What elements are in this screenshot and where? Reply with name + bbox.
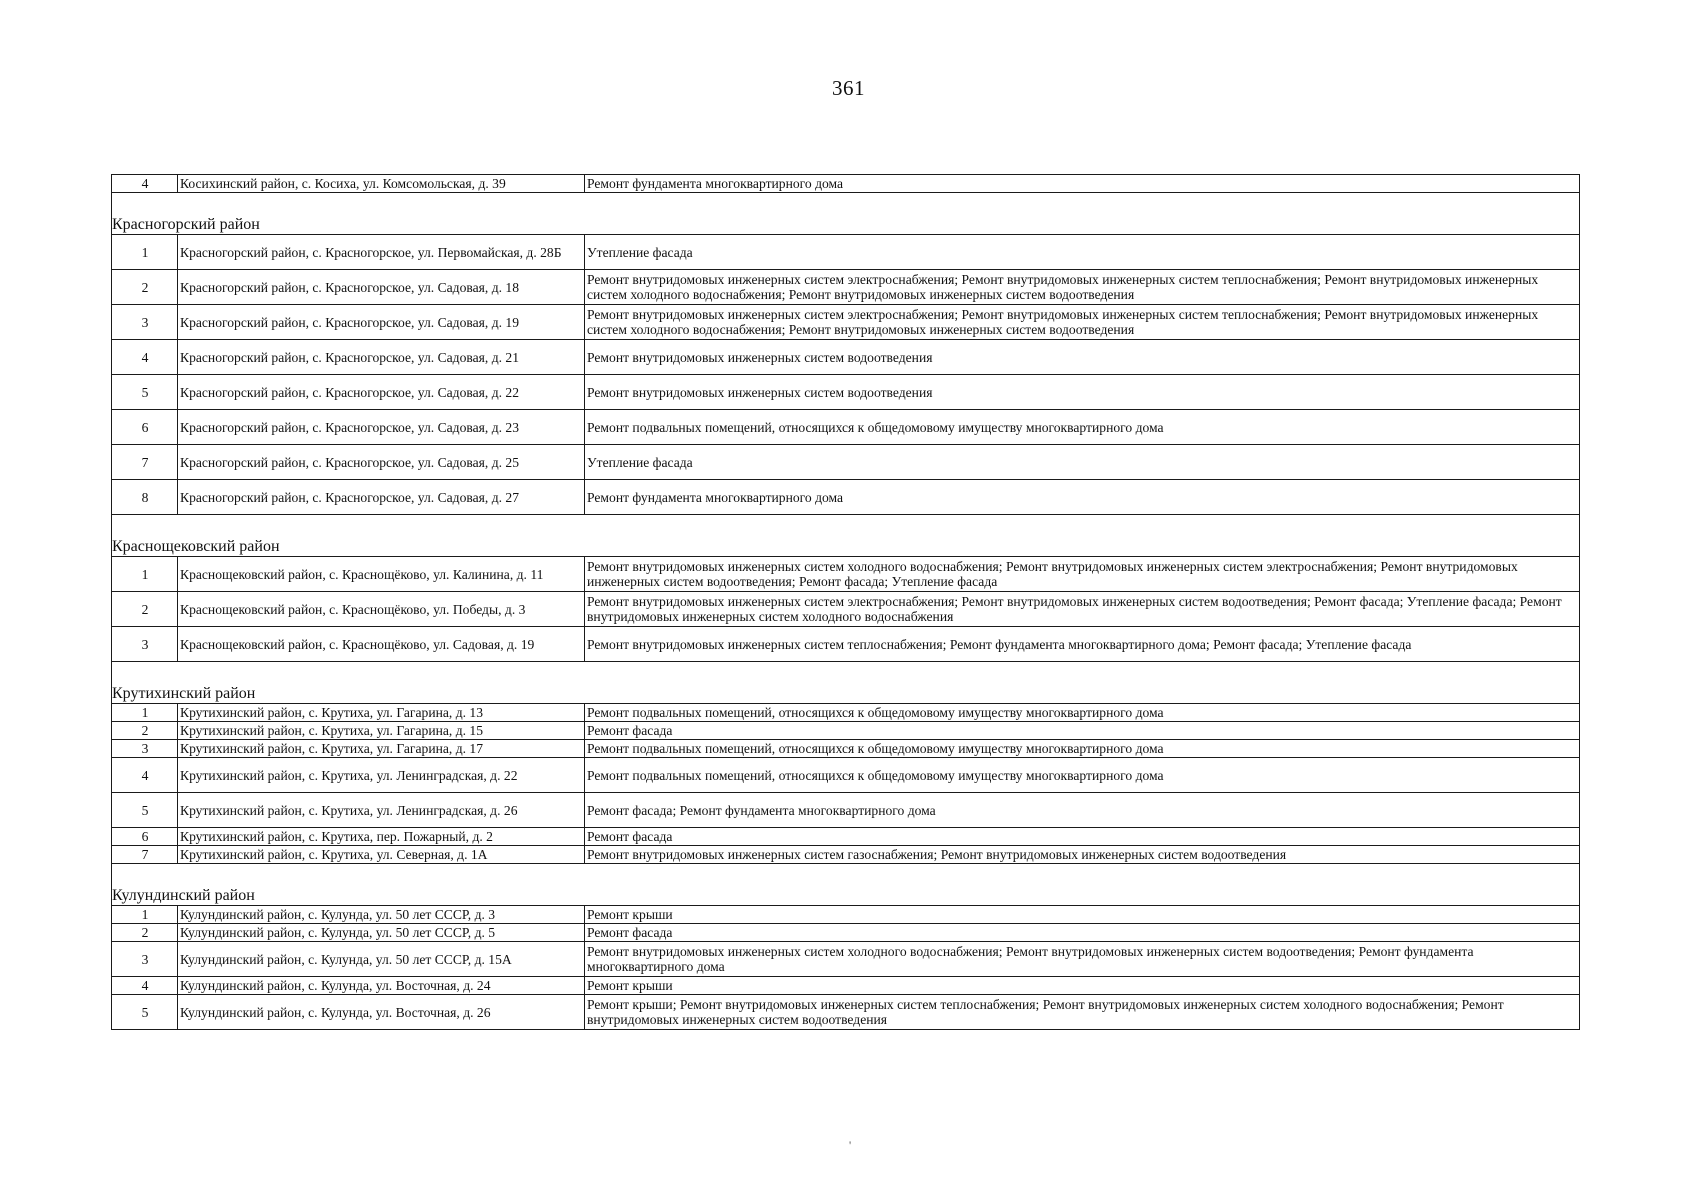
row-number: 7	[112, 445, 178, 480]
row-number: 1	[112, 906, 178, 924]
row-number: 2	[112, 924, 178, 942]
row-address: Косихинский район, с. Косиха, ул. Комсомольская, д. 39	[178, 175, 585, 193]
district-spacer	[112, 515, 1580, 538]
row-address: Красногорский район, с. Красногорское, ул. Садовая, д. 22	[178, 375, 585, 410]
district-header-row	[112, 537, 1580, 557]
row-work-type: Ремонт подвальных помещений, относящихся к общедомовому имуществу многоквартирного дома	[585, 740, 1580, 758]
row-work-type: Ремонт фасада	[585, 924, 1580, 942]
table-row	[112, 740, 1580, 758]
row-address: Кулундинский район, с. Кулунда, ул. Восточная, д. 24	[178, 977, 585, 995]
row-address: Красногорский район, с. Красногорское, ул. Первомайская, д. 28Б	[178, 235, 585, 270]
registry-table	[111, 174, 1580, 1030]
row-number: 1	[112, 557, 178, 592]
row-work-type: Ремонт фасада; Ремонт фундамента многоквартирного дома	[585, 793, 1580, 828]
row-number: 2	[112, 592, 178, 627]
table-row	[112, 828, 1580, 846]
row-address: Красногорский район, с. Красногорское, ул. Садовая, д. 21	[178, 340, 585, 375]
district-header-row	[112, 215, 1580, 235]
row-address: Крутихинский район, с. Крутиха, ул. Северная, д. 1А	[178, 846, 585, 864]
row-number: 5	[112, 995, 178, 1030]
row-number: 8	[112, 480, 178, 515]
table-row	[112, 235, 1580, 270]
district-spacer-cell	[112, 662, 1580, 685]
row-address: Крутихинский район, с. Крутиха, пер. Пожарный, д. 2	[178, 828, 585, 846]
table-row	[112, 906, 1580, 924]
row-address: Крутихинский район, с. Крутиха, ул. Ленинградская, д. 26	[178, 793, 585, 828]
district-name: Кулундинский район	[112, 886, 1580, 906]
district-header-row	[112, 886, 1580, 906]
row-work-type: Ремонт внутридомовых инженерных систем электроснабжения; Ремонт внутридомовых инженерных систем теплоснабжения; Ремонт внутридомовых инженерных систем холодного водоснабжения; Ремонт внутридомовых инженерных систем водоотведения	[585, 305, 1580, 340]
row-number: 4	[112, 977, 178, 995]
row-number: 6	[112, 828, 178, 846]
table-row	[112, 305, 1580, 340]
row-number: 3	[112, 740, 178, 758]
row-work-type: Ремонт внутридомовых инженерных систем газоснабжения; Ремонт внутридомовых инженерных систем водоотведения	[585, 846, 1580, 864]
row-number: 1	[112, 704, 178, 722]
table-row	[112, 793, 1580, 828]
district-spacer-cell	[112, 864, 1580, 887]
table-row	[112, 722, 1580, 740]
row-number: 3	[112, 942, 178, 977]
row-number: 1	[112, 235, 178, 270]
row-work-type: Ремонт крыши	[585, 977, 1580, 995]
row-work-type: Ремонт внутридомовых инженерных систем холодного водоснабжения; Ремонт внутридомовых инженерных систем водоотведения; Ремонт фундамента многоквартирного дома	[585, 942, 1580, 977]
table-row	[112, 627, 1580, 662]
row-work-type: Ремонт подвальных помещений, относящихся к общедомовому имуществу многоквартирного дома	[585, 704, 1580, 722]
table-row	[112, 175, 1580, 193]
table-row	[112, 924, 1580, 942]
table-row	[112, 340, 1580, 375]
row-number: 7	[112, 846, 178, 864]
row-address: Красногорский район, с. Красногорское, ул. Садовая, д. 27	[178, 480, 585, 515]
district-name: Красногорский район	[112, 215, 1580, 235]
row-work-type: Ремонт фундамента многоквартирного дома	[585, 175, 1580, 193]
row-work-type: Ремонт подвальных помещений, относящихся к общедомовому имуществу многоквартирного дома	[585, 758, 1580, 793]
row-address: Краснощековский район, с. Краснощёково, ул. Победы, д. 3	[178, 592, 585, 627]
row-address: Краснощековский район, с. Краснощёково, ул. Калинина, д. 11	[178, 557, 585, 592]
row-work-type: Утепление фасада	[585, 445, 1580, 480]
table-row	[112, 480, 1580, 515]
table-row	[112, 375, 1580, 410]
row-address: Крутихинский район, с. Крутиха, ул. Гагарина, д. 17	[178, 740, 585, 758]
row-work-type: Ремонт внутридомовых инженерных систем теплоснабжения; Ремонт фундамента многоквартирного дома; Ремонт фасада; Утепление фасада	[585, 627, 1580, 662]
row-address: Крутихинский район, с. Крутиха, ул. Гагарина, д. 13	[178, 704, 585, 722]
footer-mark: '	[849, 1138, 852, 1152]
row-number: 4	[112, 340, 178, 375]
table-row	[112, 942, 1580, 977]
registry-table-body	[112, 175, 1580, 1030]
district-spacer-cell	[112, 515, 1580, 538]
row-work-type: Ремонт фасада	[585, 828, 1580, 846]
row-address: Красногорский район, с. Красногорское, ул. Садовая, д. 19	[178, 305, 585, 340]
table-row	[112, 758, 1580, 793]
district-spacer	[112, 193, 1580, 216]
row-work-type: Ремонт внутридомовых инженерных систем электроснабжения; Ремонт внутридомовых инженерных систем водоотведения; Ремонт фасада; Утепление фасада; Ремонт внутридомовых инженерных систем холодного водоснабжения	[585, 592, 1580, 627]
row-number: 5	[112, 793, 178, 828]
row-number: 2	[112, 722, 178, 740]
district-header-row	[112, 684, 1580, 704]
row-address: Красногорский район, с. Красногорское, ул. Садовая, д. 18	[178, 270, 585, 305]
row-address: Кулундинский район, с. Кулунда, ул. 50 лет СССР, д. 15А	[178, 942, 585, 977]
row-number: 6	[112, 410, 178, 445]
row-address: Кулундинский район, с. Кулунда, ул. 50 лет СССР, д. 5	[178, 924, 585, 942]
registry-table-container	[111, 174, 1579, 1030]
table-row	[112, 704, 1580, 722]
district-spacer	[112, 864, 1580, 887]
row-address: Краснощековский район, с. Краснощёково, ул. Садовая, д. 19	[178, 627, 585, 662]
row-work-type: Ремонт внутридомовых инженерных систем холодного водоснабжения; Ремонт внутридомовых инженерных систем электроснабжения; Ремонт внутридомовых инженерных систем водоотведения; Ремонт фасада; Утепление фасада	[585, 557, 1580, 592]
table-row	[112, 557, 1580, 592]
table-row	[112, 592, 1580, 627]
row-work-type: Ремонт внутридомовых инженерных систем водоотведения	[585, 375, 1580, 410]
table-row	[112, 270, 1580, 305]
row-work-type: Ремонт фасада	[585, 722, 1580, 740]
row-work-type: Ремонт фундамента многоквартирного дома	[585, 480, 1580, 515]
table-row	[112, 977, 1580, 995]
row-number: 2	[112, 270, 178, 305]
row-number: 3	[112, 305, 178, 340]
table-row	[112, 846, 1580, 864]
row-number: 4	[112, 758, 178, 793]
row-work-type: Ремонт подвальных помещений, относящихся к общедомовому имуществу многоквартирного дома	[585, 410, 1580, 445]
row-address: Крутихинский район, с. Крутиха, ул. Гагарина, д. 15	[178, 722, 585, 740]
district-spacer	[112, 662, 1580, 685]
row-number: 5	[112, 375, 178, 410]
district-spacer-cell	[112, 193, 1580, 216]
row-work-type: Ремонт крыши; Ремонт внутридомовых инженерных систем теплоснабжения; Ремонт внутридомовых инженерных систем холодного водоснабжения; Ремонт внутридомовых инженерных систем водоотведения	[585, 995, 1580, 1030]
district-name: Краснощековский район	[112, 537, 1580, 557]
row-address: Красногорский район, с. Красногорское, ул. Садовая, д. 25	[178, 445, 585, 480]
table-row	[112, 445, 1580, 480]
row-address: Кулундинский район, с. Кулунда, ул. Восточная, д. 26	[178, 995, 585, 1030]
row-address: Кулундинский район, с. Кулунда, ул. 50 лет СССР, д. 3	[178, 906, 585, 924]
row-work-type: Ремонт внутридомовых инженерных систем электроснабжения; Ремонт внутридомовых инженерных систем теплоснабжения; Ремонт внутридомовых инженерных систем холодного водоснабжения; Ремонт внутридомовых инженерных систем водоотведения	[585, 270, 1580, 305]
row-work-type: Ремонт крыши	[585, 906, 1580, 924]
page-number: 361	[832, 76, 865, 100]
row-work-type: Ремонт внутридомовых инженерных систем водоотведения	[585, 340, 1580, 375]
row-work-type: Утепление фасада	[585, 235, 1580, 270]
row-address: Красногорский район, с. Красногорское, ул. Садовая, д. 23	[178, 410, 585, 445]
table-row	[112, 995, 1580, 1030]
row-address: Крутихинский район, с. Крутиха, ул. Ленинградская, д. 22	[178, 758, 585, 793]
table-row	[112, 410, 1580, 445]
row-number: 3	[112, 627, 178, 662]
district-name: Крутихинский район	[112, 684, 1580, 704]
row-number: 4	[112, 175, 178, 193]
